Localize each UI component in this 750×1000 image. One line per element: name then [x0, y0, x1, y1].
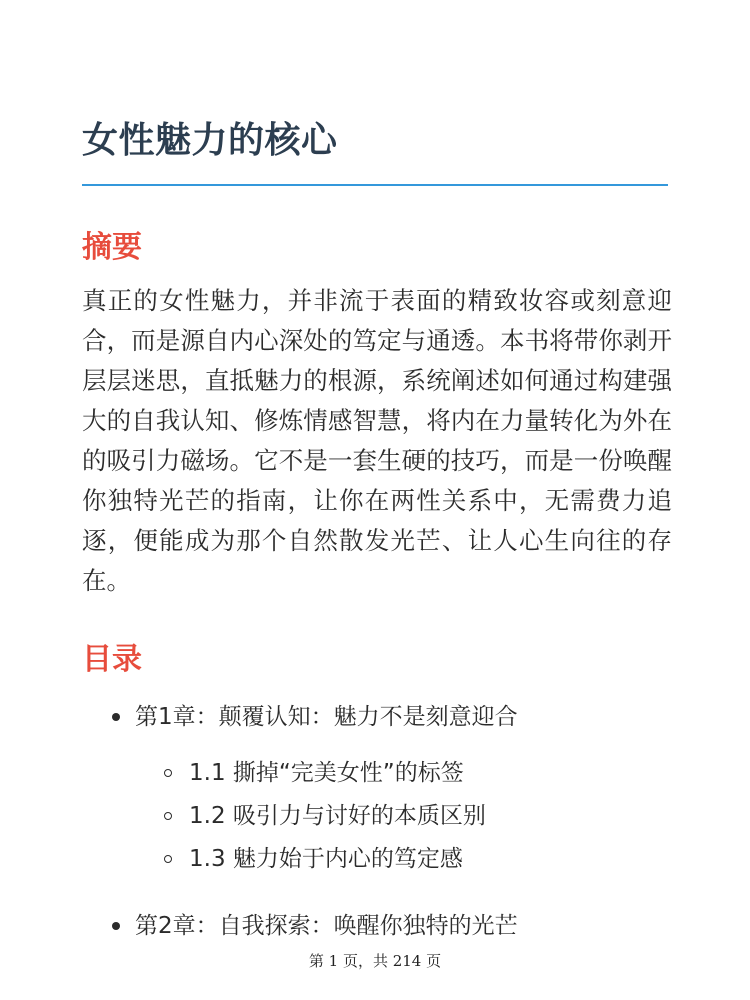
toc-chapter-1-sections [82, 752, 672, 881]
filled-bullet-icon [112, 922, 120, 930]
table-of-contents [82, 694, 672, 949]
toc-chapter-1[interactable] [82, 694, 672, 740]
toc-section-label: 1.3 魅力始于内心的笃定感 [189, 846, 463, 872]
toc-heading: 目录 [82, 642, 142, 677]
hollow-bullet-icon [164, 812, 172, 820]
title-divider [82, 184, 668, 186]
toc-chapter-label: 第2章：自我探索：唤醒你独特的光芒 [135, 913, 518, 939]
document-title: 女性魅力的核心 [82, 120, 338, 161]
filled-bullet-icon [112, 713, 120, 721]
page-number-footer: 第 1 页，共 214 页 [308, 952, 442, 970]
hollow-bullet-icon [164, 769, 172, 777]
abstract-heading: 摘要 [82, 230, 142, 265]
toc-section-label: 1.2 吸引力与讨好的本质区别 [189, 803, 486, 829]
hollow-bullet-icon [164, 855, 172, 863]
toc-section-1-1[interactable] [82, 752, 672, 795]
toc-chapter-label: 第1章：颠覆认知：魅力不是刻意迎合 [135, 704, 518, 730]
toc-section-label: 1.1 撕掉“完美女性”的标签 [189, 760, 464, 786]
abstract-paragraph: 真正的女性魅力，并非流于表面的精致妆容或刻意迎合，而是源自内心深处的笃定与通透。本书将带你剥开层层迷思，直抵魅力的根源，系统阐述如何通过构建强大的自我认知、修炼情感智慧，将内在力量转化为外在的吸引力磁场。它不是一套生硬的技巧，而是一份唤醒你独特光芒的指南，让你在两性关系中，无需费力追逐，便能成为那个自然散发光芒、让人心生向往的存在。 [82, 286, 672, 595]
toc-chapter-2[interactable] [82, 903, 672, 949]
toc-section-1-2[interactable] [82, 795, 672, 838]
toc-section-1-3[interactable] [82, 838, 672, 881]
